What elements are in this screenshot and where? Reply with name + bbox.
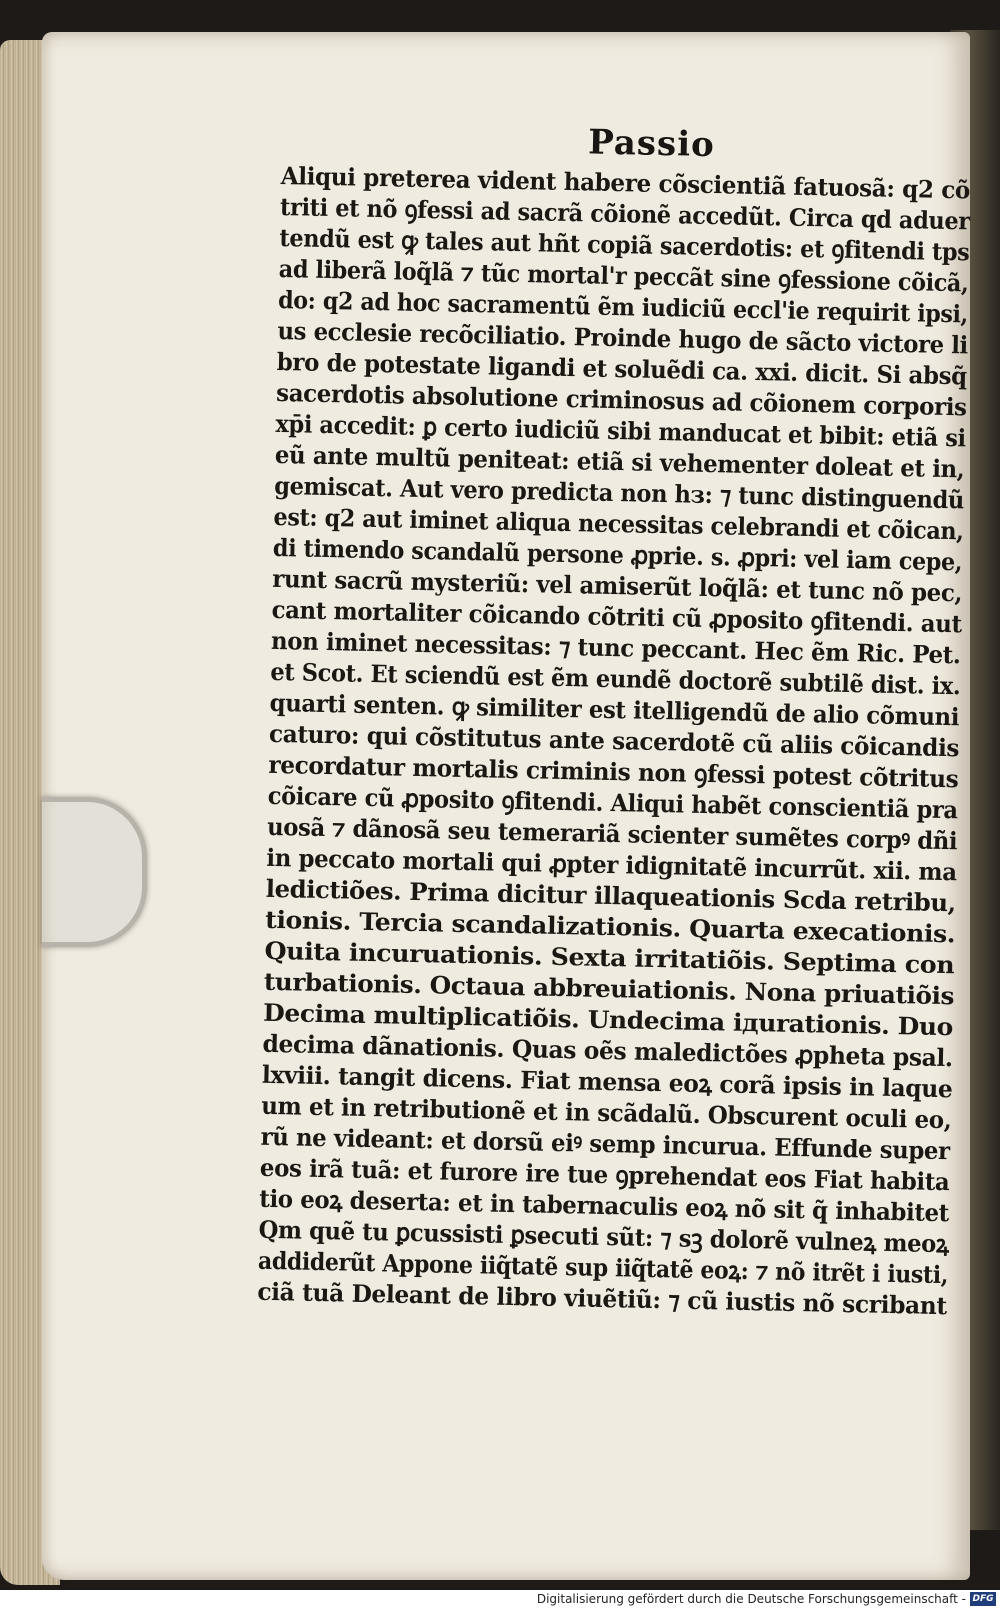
text-block bbox=[257, 116, 982, 1321]
text-line: decima dãnationis. Quas oẽs maledictões ꝓpheta psal. bbox=[262, 1028, 954, 1073]
text-line: Qm quẽ tu ꝑcussisti ꝑsecuti sũt: ⁊ sꝫ dolorẽ vulneꝝ meoꝝ bbox=[258, 1214, 949, 1259]
text-line: uosã ⁊ dãnosã seu temerariã scienter sumẽtes corpꝰ dñi bbox=[266, 811, 958, 856]
text-line: cant mortaliter cõicando cõtriti cũ ꝓposito ꝯfitendi. aut bbox=[271, 594, 962, 639]
text-line: eos irã tuã: et furore ire tue ꝯprehendat eos Fiat habita bbox=[259, 1152, 950, 1197]
text-line: do: q2 ad hoc sacramentũ ẽm iudiciũ eccl'ie requirit ipsi, bbox=[277, 284, 969, 329]
page-clip bbox=[42, 797, 147, 947]
text-line: ledictiões. Prima dicitur illaqueationis Scda retribu, bbox=[265, 873, 957, 918]
text-line: ciã tuã Deleant de libro viuẽtiũ: ⁊ cũ iustis nõ scribant bbox=[257, 1276, 948, 1321]
text-line: gemiscat. Aut vero predicta non hз: ⁊ tunc distinguendũ bbox=[273, 470, 965, 515]
text-lines bbox=[257, 160, 981, 1321]
text-line: cõicare cũ ꝓposito ꝯfitendi. Aliqui habẽt conscientiã pra bbox=[267, 780, 959, 825]
text-line: non iminet necessitas: ⁊ tunc peccant. Hec ẽm Ric. Pet. bbox=[270, 625, 961, 670]
text-line: caturo: qui cõstitutus ante sacerdotẽ cũ aliis cõicandis bbox=[268, 718, 960, 763]
text-line: Aliqui preterea vident habere cõscientiã fatuosã: q2 cõ bbox=[280, 160, 971, 205]
text-line: xp̄i accedit: ꝑ certo iudiciũ sibi manducat et bibit: etiã si bbox=[275, 408, 967, 453]
text-line: Decima multiplicatiõis. Undecima iдurationis. Duo bbox=[262, 997, 954, 1042]
text-line: bro de potestate ligandi et soluẽdi ca. xxi. dicit. Si absq̃ bbox=[276, 346, 968, 391]
text-line: addiderũt Appone iiq̃tatẽ sup iiq̃tatẽ eoꝝ: ⁊ nõ itrẽt i iusti, bbox=[257, 1245, 949, 1290]
dfg-logo: DFG bbox=[970, 1592, 996, 1606]
text-line: runt sacrũ mysteriũ: vel amiserũt loq̃lã: et tunc nõ pec, bbox=[272, 563, 963, 608]
text-line: tio eoꝝ deserta: et in tabernaculis eoꝝ nõ sit q̃ inhabitet bbox=[259, 1183, 950, 1228]
page-heading: Passio bbox=[587, 122, 716, 166]
text-line: triti et nõ ꝯfessi ad sacrã cõionẽ accedũt. Circa qd aduer bbox=[279, 191, 971, 236]
text-line: lxviii. tangit dicens. Fiat mensa eoꝝ corã ipsis in laque bbox=[261, 1059, 953, 1104]
text-line: ad liberã loq̃lã ⁊ tũc mortal'r peccãt sine ꝯfessione cõicã, bbox=[278, 253, 969, 298]
text-line: eũ ante multũ peniteat: etiã si vehementer doleat et in, bbox=[274, 439, 965, 484]
text-line: tionis. Tercia scandalizationis. Quarta execationis. bbox=[264, 904, 956, 949]
text-line: di timendo scandalũ persone ꝓprie. s. ꝓpri: vel iam cepe, bbox=[272, 532, 963, 577]
footer-bar bbox=[0, 1590, 1000, 1609]
text-line: turbationis. Octaua abbreuiationis. Nona priuatiõis bbox=[263, 966, 955, 1011]
text-line: in peccato mortali qui ꝓpter idignitatẽ incurrũt. xii. ma bbox=[266, 842, 958, 887]
text-line: recordatur mortalis criminis non ꝯfessi potest cõtritus bbox=[268, 749, 959, 794]
text-line: et Scot. Et sciendũ est ẽm eundẽ doctorẽ subtilẽ dist. ix. bbox=[270, 656, 961, 701]
text-line: um et in retributionẽ et in scãdalũ. Obscurent oculi eo, bbox=[260, 1090, 952, 1135]
text-line: us ecclesie recõciliatio. Proinde hugo de sãcto victore li bbox=[277, 315, 969, 360]
text-line: sacerdotis absolutione criminosus ad cõionem corporis bbox=[275, 377, 967, 422]
text-line: tendũ est ꝙ tales aut hñt copiã sacerdotis: et ꝯfitendi tps bbox=[279, 222, 970, 267]
text-line: Quita incuruationis. Sexta irritatiõis. Septima con bbox=[264, 935, 955, 980]
text-line: quarti senten. ꝙ similiter est itelligendũ de alio cõmuni bbox=[269, 687, 960, 732]
text-line: est: q2 aut iminet aliqua necessitas celebrandi et cõican, bbox=[273, 501, 964, 546]
book-page bbox=[42, 32, 970, 1580]
text-line: rũ ne videant: et dorsũ eiꝰ semp incurua. Effunde super bbox=[260, 1121, 951, 1166]
footer-credit: Digitalisierung gefördert durch die Deutsche Forschungsgemeinschaft - bbox=[536, 1592, 966, 1606]
